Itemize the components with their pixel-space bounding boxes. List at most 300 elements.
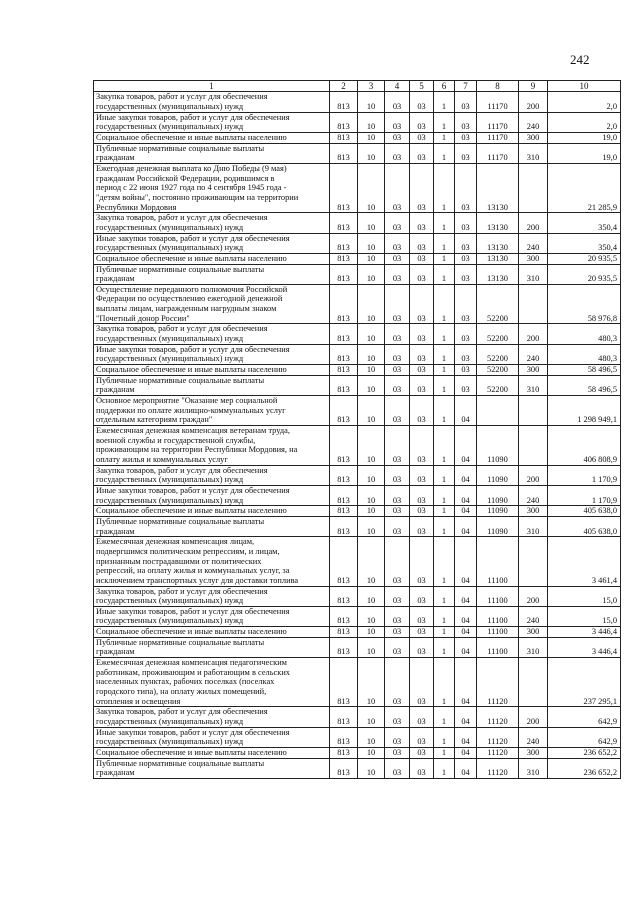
code-subprogram-cell: 1: [434, 658, 455, 707]
table-row: [94, 253, 621, 264]
table-row: [94, 284, 621, 324]
code-activity-cell: 04: [455, 485, 477, 505]
amount-cell: 2,0: [548, 112, 621, 132]
code-expense-type-cell: [519, 396, 548, 426]
row-name-cell: Публичные нормативные социальные выплаты гражданам: [94, 758, 330, 778]
code-expense-type-cell: 300: [519, 132, 548, 143]
code-subprogram-cell: 1: [434, 344, 455, 364]
code-subsection-cell: 03: [385, 233, 410, 253]
code-expense-type-cell: 310: [519, 264, 548, 284]
amount-cell: 405 638,0: [548, 506, 621, 517]
row-name-cell: Закупка товаров, работ и услуг для обеспечения государственных (муниципальных) нужд: [94, 92, 330, 112]
code-subsection-cell: 03: [385, 365, 410, 376]
code-program-cell: 03: [410, 396, 434, 426]
code-expense-type-cell: 300: [519, 365, 548, 376]
code-ministry-cell: 813: [330, 426, 358, 466]
amount-cell: 480,3: [548, 344, 621, 364]
row-name-cell: Закупка товаров, работ и услуг для обеспечения государственных (муниципальных) нужд: [94, 213, 330, 233]
code-target-cell: 13130: [477, 213, 519, 233]
code-section-cell: 10: [358, 707, 385, 727]
table-row: [94, 748, 621, 759]
table-row: [94, 465, 621, 485]
table-row: [94, 233, 621, 253]
code-ministry-cell: 813: [330, 324, 358, 344]
amount-cell: 3 461,4: [548, 537, 621, 586]
code-target-cell: 11120: [477, 758, 519, 778]
column-header: 9: [519, 81, 548, 92]
code-subprogram-cell: 1: [434, 707, 455, 727]
amount-cell: 15,0: [548, 606, 621, 626]
code-section-cell: 10: [358, 112, 385, 132]
table-row: [94, 92, 621, 112]
row-name-cell: Социальное обеспечение и иные выплаты населению: [94, 506, 330, 517]
code-target-cell: 11100: [477, 637, 519, 657]
code-program-cell: 03: [410, 365, 434, 376]
code-program-cell: 03: [410, 213, 434, 233]
code-target-cell: 52200: [477, 324, 519, 344]
amount-cell: 20 935,5: [548, 253, 621, 264]
amount-cell: 58 496,5: [548, 375, 621, 395]
code-subprogram-cell: 1: [434, 365, 455, 376]
code-target-cell: 11120: [477, 707, 519, 727]
code-ministry-cell: 813: [330, 758, 358, 778]
code-subsection-cell: 03: [385, 253, 410, 264]
table-row: [94, 485, 621, 505]
code-subsection-cell: 03: [385, 606, 410, 626]
code-ministry-cell: 813: [330, 143, 358, 163]
code-program-cell: 03: [410, 132, 434, 143]
row-name-cell: Публичные нормативные социальные выплаты гражданам: [94, 143, 330, 163]
code-subsection-cell: 03: [385, 344, 410, 364]
column-header: 1: [94, 81, 330, 92]
code-subprogram-cell: 1: [434, 426, 455, 466]
row-name-cell: Социальное обеспечение и иные выплаты населению: [94, 365, 330, 376]
row-name-cell: Публичные нормативные социальные выплаты гражданам: [94, 264, 330, 284]
code-section-cell: 10: [358, 132, 385, 143]
table-row: [94, 516, 621, 536]
code-target-cell: 11100: [477, 606, 519, 626]
code-program-cell: 03: [410, 324, 434, 344]
code-subsection-cell: 03: [385, 637, 410, 657]
code-program-cell: 03: [410, 253, 434, 264]
code-expense-type-cell: 310: [519, 758, 548, 778]
code-expense-type-cell: 300: [519, 627, 548, 638]
table-row: [94, 213, 621, 233]
code-subprogram-cell: 1: [434, 324, 455, 344]
code-target-cell: 13130: [477, 163, 519, 212]
amount-cell: 236 652,2: [548, 758, 621, 778]
row-name-cell: Публичные нормативные социальные выплаты гражданам: [94, 637, 330, 657]
table-row: [94, 658, 621, 707]
code-subprogram-cell: 1: [434, 627, 455, 638]
code-subprogram-cell: 1: [434, 92, 455, 112]
code-subprogram-cell: 1: [434, 375, 455, 395]
code-section-cell: 10: [358, 143, 385, 163]
code-activity-cell: 04: [455, 586, 477, 606]
code-ministry-cell: 813: [330, 344, 358, 364]
code-activity-cell: 04: [455, 465, 477, 485]
code-program-cell: 03: [410, 748, 434, 759]
column-header: 10: [548, 81, 621, 92]
code-target-cell: 11090: [477, 516, 519, 536]
code-subprogram-cell: 1: [434, 606, 455, 626]
code-section-cell: 10: [358, 506, 385, 517]
code-expense-type-cell: 200: [519, 586, 548, 606]
code-target-cell: 13130: [477, 233, 519, 253]
code-section-cell: 10: [358, 748, 385, 759]
page-number: 242: [570, 52, 590, 67]
code-subprogram-cell: 1: [434, 264, 455, 284]
code-program-cell: 03: [410, 537, 434, 586]
column-header: 2: [330, 81, 358, 92]
code-subsection-cell: 03: [385, 284, 410, 324]
code-program-cell: 03: [410, 516, 434, 536]
code-program-cell: 03: [410, 606, 434, 626]
code-section-cell: 10: [358, 606, 385, 626]
code-target-cell: 11090: [477, 506, 519, 517]
code-target-cell: 11170: [477, 112, 519, 132]
column-header: 4: [385, 81, 410, 92]
code-activity-cell: 03: [455, 233, 477, 253]
row-name-cell: Публичные нормативные социальные выплаты гражданам: [94, 375, 330, 395]
code-subprogram-cell: 1: [434, 213, 455, 233]
amount-cell: 1 298 949,1: [548, 396, 621, 426]
table-row: [94, 758, 621, 778]
code-subsection-cell: 03: [385, 758, 410, 778]
budget-table: [93, 80, 621, 779]
code-target-cell: 11100: [477, 627, 519, 638]
code-program-cell: 03: [410, 758, 434, 778]
row-name-cell: Социальное обеспечение и иные выплаты населению: [94, 132, 330, 143]
code-subsection-cell: 03: [385, 92, 410, 112]
code-activity-cell: 03: [455, 344, 477, 364]
code-expense-type-cell: 240: [519, 485, 548, 505]
code-ministry-cell: 813: [330, 537, 358, 586]
amount-cell: 19,0: [548, 132, 621, 143]
table-row: [94, 396, 621, 426]
code-target-cell: 11090: [477, 485, 519, 505]
table-row: [94, 264, 621, 284]
code-section-cell: 10: [358, 537, 385, 586]
row-name-cell: Закупка товаров, работ и услуг для обеспечения государственных (муниципальных) нужд: [94, 707, 330, 727]
code-subsection-cell: 03: [385, 324, 410, 344]
code-subprogram-cell: 1: [434, 727, 455, 747]
code-activity-cell: 04: [455, 707, 477, 727]
code-subprogram-cell: 1: [434, 516, 455, 536]
code-expense-type-cell: 240: [519, 233, 548, 253]
code-section-cell: 10: [358, 365, 385, 376]
code-program-cell: 03: [410, 637, 434, 657]
amount-cell: 15,0: [548, 586, 621, 606]
row-name-cell: Социальное обеспечение и иные выплаты населению: [94, 627, 330, 638]
code-target-cell: 11100: [477, 586, 519, 606]
code-target-cell: 11170: [477, 143, 519, 163]
code-program-cell: 03: [410, 627, 434, 638]
code-target-cell: 52200: [477, 344, 519, 364]
code-activity-cell: 03: [455, 253, 477, 264]
code-expense-type-cell: 310: [519, 375, 548, 395]
code-subsection-cell: 03: [385, 132, 410, 143]
amount-cell: 58 976,8: [548, 284, 621, 324]
code-section-cell: 10: [358, 516, 385, 536]
table-row: [94, 727, 621, 747]
code-ministry-cell: 813: [330, 658, 358, 707]
code-activity-cell: 04: [455, 606, 477, 626]
code-subsection-cell: 03: [385, 143, 410, 163]
amount-cell: 237 295,1: [548, 658, 621, 707]
row-name-cell: Иные закупки товаров, работ и услуг для обеспечения государственных (муниципальных) нужд: [94, 344, 330, 364]
code-activity-cell: 03: [455, 365, 477, 376]
code-subsection-cell: 03: [385, 658, 410, 707]
code-program-cell: 03: [410, 284, 434, 324]
code-expense-type-cell: 300: [519, 253, 548, 264]
amount-cell: 350,4: [548, 213, 621, 233]
code-ministry-cell: 813: [330, 132, 358, 143]
code-subprogram-cell: 1: [434, 163, 455, 212]
code-section-cell: 10: [358, 586, 385, 606]
code-target-cell: 11120: [477, 727, 519, 747]
code-ministry-cell: 813: [330, 586, 358, 606]
code-section-cell: 10: [358, 637, 385, 657]
code-program-cell: 03: [410, 344, 434, 364]
code-ministry-cell: 813: [330, 253, 358, 264]
table-row: [94, 163, 621, 212]
code-activity-cell: 03: [455, 112, 477, 132]
code-activity-cell: 03: [455, 324, 477, 344]
code-ministry-cell: 813: [330, 727, 358, 747]
row-name-cell: Закупка товаров, работ и услуг для обеспечения государственных (муниципальных) нужд: [94, 586, 330, 606]
code-ministry-cell: 813: [330, 284, 358, 324]
code-subprogram-cell: 1: [434, 396, 455, 426]
code-program-cell: 03: [410, 727, 434, 747]
code-subprogram-cell: 1: [434, 586, 455, 606]
code-subprogram-cell: 1: [434, 637, 455, 657]
code-subprogram-cell: 1: [434, 537, 455, 586]
code-subprogram-cell: 1: [434, 748, 455, 759]
code-activity-cell: 03: [455, 163, 477, 212]
code-program-cell: 03: [410, 264, 434, 284]
row-name-cell: Иные закупки товаров, работ и услуг для обеспечения государственных (муниципальных) нужд: [94, 606, 330, 626]
code-subsection-cell: 03: [385, 264, 410, 284]
code-expense-type-cell: 310: [519, 637, 548, 657]
code-ministry-cell: 813: [330, 112, 358, 132]
code-ministry-cell: 813: [330, 637, 358, 657]
row-name-cell: Ежемесячная денежная компенсация педагогическим работникам, проживающим и работающим в сельских населенных пунктах, рабочих поселках (поселках городского типа), на оплату жилых помещений, отопления и освещения: [94, 658, 330, 707]
code-expense-type-cell: [519, 658, 548, 707]
code-program-cell: 03: [410, 92, 434, 112]
amount-cell: 1 170,9: [548, 465, 621, 485]
code-target-cell: 13130: [477, 253, 519, 264]
row-name-cell: Закупка товаров, работ и услуг для обеспечения государственных (муниципальных) нужд: [94, 324, 330, 344]
amount-cell: 20 935,5: [548, 264, 621, 284]
table-row: [94, 375, 621, 395]
code-ministry-cell: 813: [330, 92, 358, 112]
code-expense-type-cell: [519, 537, 548, 586]
code-subsection-cell: 03: [385, 537, 410, 586]
code-subsection-cell: 03: [385, 375, 410, 395]
header-row: [94, 81, 621, 92]
code-activity-cell: 03: [455, 132, 477, 143]
code-section-cell: 10: [358, 344, 385, 364]
table-row: [94, 627, 621, 638]
code-subsection-cell: 03: [385, 426, 410, 466]
code-section-cell: 10: [358, 253, 385, 264]
table-row: [94, 365, 621, 376]
amount-cell: 3 446,4: [548, 637, 621, 657]
code-program-cell: 03: [410, 375, 434, 395]
code-subsection-cell: 03: [385, 586, 410, 606]
amount-cell: 3 446,4: [548, 627, 621, 638]
code-target-cell: 11170: [477, 132, 519, 143]
code-activity-cell: 03: [455, 375, 477, 395]
table-row: [94, 506, 621, 517]
code-target-cell: 11090: [477, 465, 519, 485]
table-row: [94, 324, 621, 344]
amount-cell: 406 808,9: [548, 426, 621, 466]
code-program-cell: 03: [410, 426, 434, 466]
table-row: [94, 537, 621, 586]
amount-cell: 58 496,5: [548, 365, 621, 376]
row-name-cell: Ежегодная денежная выплата ко Дню Победы (9 мая) гражданам Российской Федерации, родившимся в период с 22 июня 1927 года по 4 сентября 1945 года - "детям войны", постоянно проживающим на территории Республики Мордовия: [94, 163, 330, 212]
code-activity-cell: 04: [455, 627, 477, 638]
code-subprogram-cell: 1: [434, 143, 455, 163]
code-subsection-cell: 03: [385, 465, 410, 485]
code-expense-type-cell: 200: [519, 707, 548, 727]
code-section-cell: 10: [358, 163, 385, 212]
row-name-cell: Иные закупки товаров, работ и услуг для обеспечения государственных (муниципальных) нужд: [94, 727, 330, 747]
code-activity-cell: 04: [455, 426, 477, 466]
code-ministry-cell: 813: [330, 748, 358, 759]
table-row: [94, 143, 621, 163]
code-activity-cell: 04: [455, 516, 477, 536]
code-section-cell: 10: [358, 758, 385, 778]
column-header: 6: [434, 81, 455, 92]
row-name-cell: Основное мероприятие "Оказание мер социальной поддержки по оплате жилищно-коммунальных услуг отдельным категориям граждан": [94, 396, 330, 426]
code-activity-cell: 03: [455, 284, 477, 324]
amount-cell: 350,4: [548, 233, 621, 253]
code-expense-type-cell: 300: [519, 748, 548, 759]
column-header: 7: [455, 81, 477, 92]
code-target-cell: 11170: [477, 92, 519, 112]
code-target-cell: 11090: [477, 426, 519, 466]
code-activity-cell: 04: [455, 727, 477, 747]
code-expense-type-cell: 300: [519, 506, 548, 517]
row-name-cell: Публичные нормативные социальные выплаты гражданам: [94, 516, 330, 536]
code-program-cell: 03: [410, 143, 434, 163]
code-subsection-cell: 03: [385, 627, 410, 638]
code-expense-type-cell: 240: [519, 727, 548, 747]
column-header: 3: [358, 81, 385, 92]
code-activity-cell: 04: [455, 758, 477, 778]
code-target-cell: [477, 396, 519, 426]
code-activity-cell: 04: [455, 637, 477, 657]
code-activity-cell: 04: [455, 396, 477, 426]
code-section-cell: 10: [358, 465, 385, 485]
code-target-cell: 13130: [477, 264, 519, 284]
table-row: [94, 606, 621, 626]
code-target-cell: 11100: [477, 537, 519, 586]
code-subsection-cell: 03: [385, 112, 410, 132]
row-name-cell: Иные закупки товаров, работ и услуг для обеспечения государственных (муниципальных) нужд: [94, 485, 330, 505]
amount-cell: 480,3: [548, 324, 621, 344]
code-expense-type-cell: 240: [519, 344, 548, 364]
code-subsection-cell: 03: [385, 485, 410, 505]
code-program-cell: 03: [410, 163, 434, 212]
row-name-cell: Ежемесячная денежная компенсация ветеранам труда, военной службы и государственной службы, проживающим на территории Республики Мордовия, на оплату жилья и коммунальных услуг: [94, 426, 330, 466]
code-subprogram-cell: 1: [434, 485, 455, 505]
code-subsection-cell: 03: [385, 396, 410, 426]
amount-cell: 642,9: [548, 727, 621, 747]
code-subsection-cell: 03: [385, 506, 410, 517]
code-subprogram-cell: 1: [434, 284, 455, 324]
column-header: 8: [477, 81, 519, 92]
table-row: [94, 112, 621, 132]
code-subprogram-cell: 1: [434, 132, 455, 143]
code-subsection-cell: 03: [385, 707, 410, 727]
code-activity-cell: 03: [455, 213, 477, 233]
code-ministry-cell: 813: [330, 213, 358, 233]
amount-cell: 1 170,9: [548, 485, 621, 505]
code-expense-type-cell: 200: [519, 213, 548, 233]
table-header: [94, 81, 621, 92]
row-name-cell: Закупка товаров, работ и услуг для обеспечения государственных (муниципальных) нужд: [94, 465, 330, 485]
code-expense-type-cell: [519, 284, 548, 324]
code-section-cell: 10: [358, 233, 385, 253]
code-activity-cell: 04: [455, 748, 477, 759]
code-program-cell: 03: [410, 465, 434, 485]
code-section-cell: 10: [358, 658, 385, 707]
code-subprogram-cell: 1: [434, 506, 455, 517]
code-section-cell: 10: [358, 396, 385, 426]
table-row: [94, 707, 621, 727]
code-program-cell: 03: [410, 112, 434, 132]
code-ministry-cell: 813: [330, 516, 358, 536]
code-expense-type-cell: [519, 426, 548, 466]
row-name-cell: Иные закупки товаров, работ и услуг для обеспечения государственных (муниципальных) нужд: [94, 233, 330, 253]
code-program-cell: 03: [410, 233, 434, 253]
code-subprogram-cell: 1: [434, 758, 455, 778]
table-row: [94, 586, 621, 606]
table-row: [94, 132, 621, 143]
code-target-cell: 52200: [477, 284, 519, 324]
amount-cell: 19,0: [548, 143, 621, 163]
code-expense-type-cell: 240: [519, 606, 548, 626]
table-row: [94, 426, 621, 466]
code-target-cell: 52200: [477, 375, 519, 395]
code-target-cell: 11120: [477, 748, 519, 759]
code-ministry-cell: 813: [330, 264, 358, 284]
code-program-cell: 03: [410, 707, 434, 727]
code-expense-type-cell: 310: [519, 143, 548, 163]
code-ministry-cell: 813: [330, 465, 358, 485]
code-subsection-cell: 03: [385, 748, 410, 759]
code-ministry-cell: 813: [330, 365, 358, 376]
code-expense-type-cell: 200: [519, 465, 548, 485]
code-ministry-cell: 813: [330, 627, 358, 638]
code-ministry-cell: 813: [330, 485, 358, 505]
code-subsection-cell: 03: [385, 163, 410, 212]
row-name-cell: Иные закупки товаров, работ и услуг для обеспечения государственных (муниципальных) нужд: [94, 112, 330, 132]
code-activity-cell: 04: [455, 537, 477, 586]
amount-cell: 21 285,9: [548, 163, 621, 212]
code-ministry-cell: 813: [330, 606, 358, 626]
code-section-cell: 10: [358, 727, 385, 747]
amount-cell: 642,9: [548, 707, 621, 727]
code-activity-cell: 03: [455, 143, 477, 163]
code-subsection-cell: 03: [385, 213, 410, 233]
code-activity-cell: 04: [455, 506, 477, 517]
row-name-cell: Осуществление переданного полномочия Российской Федерации по осуществлению ежегодной денежной выплаты лицам, награжденным нагрудным знаком "Почетный донор России": [94, 284, 330, 324]
